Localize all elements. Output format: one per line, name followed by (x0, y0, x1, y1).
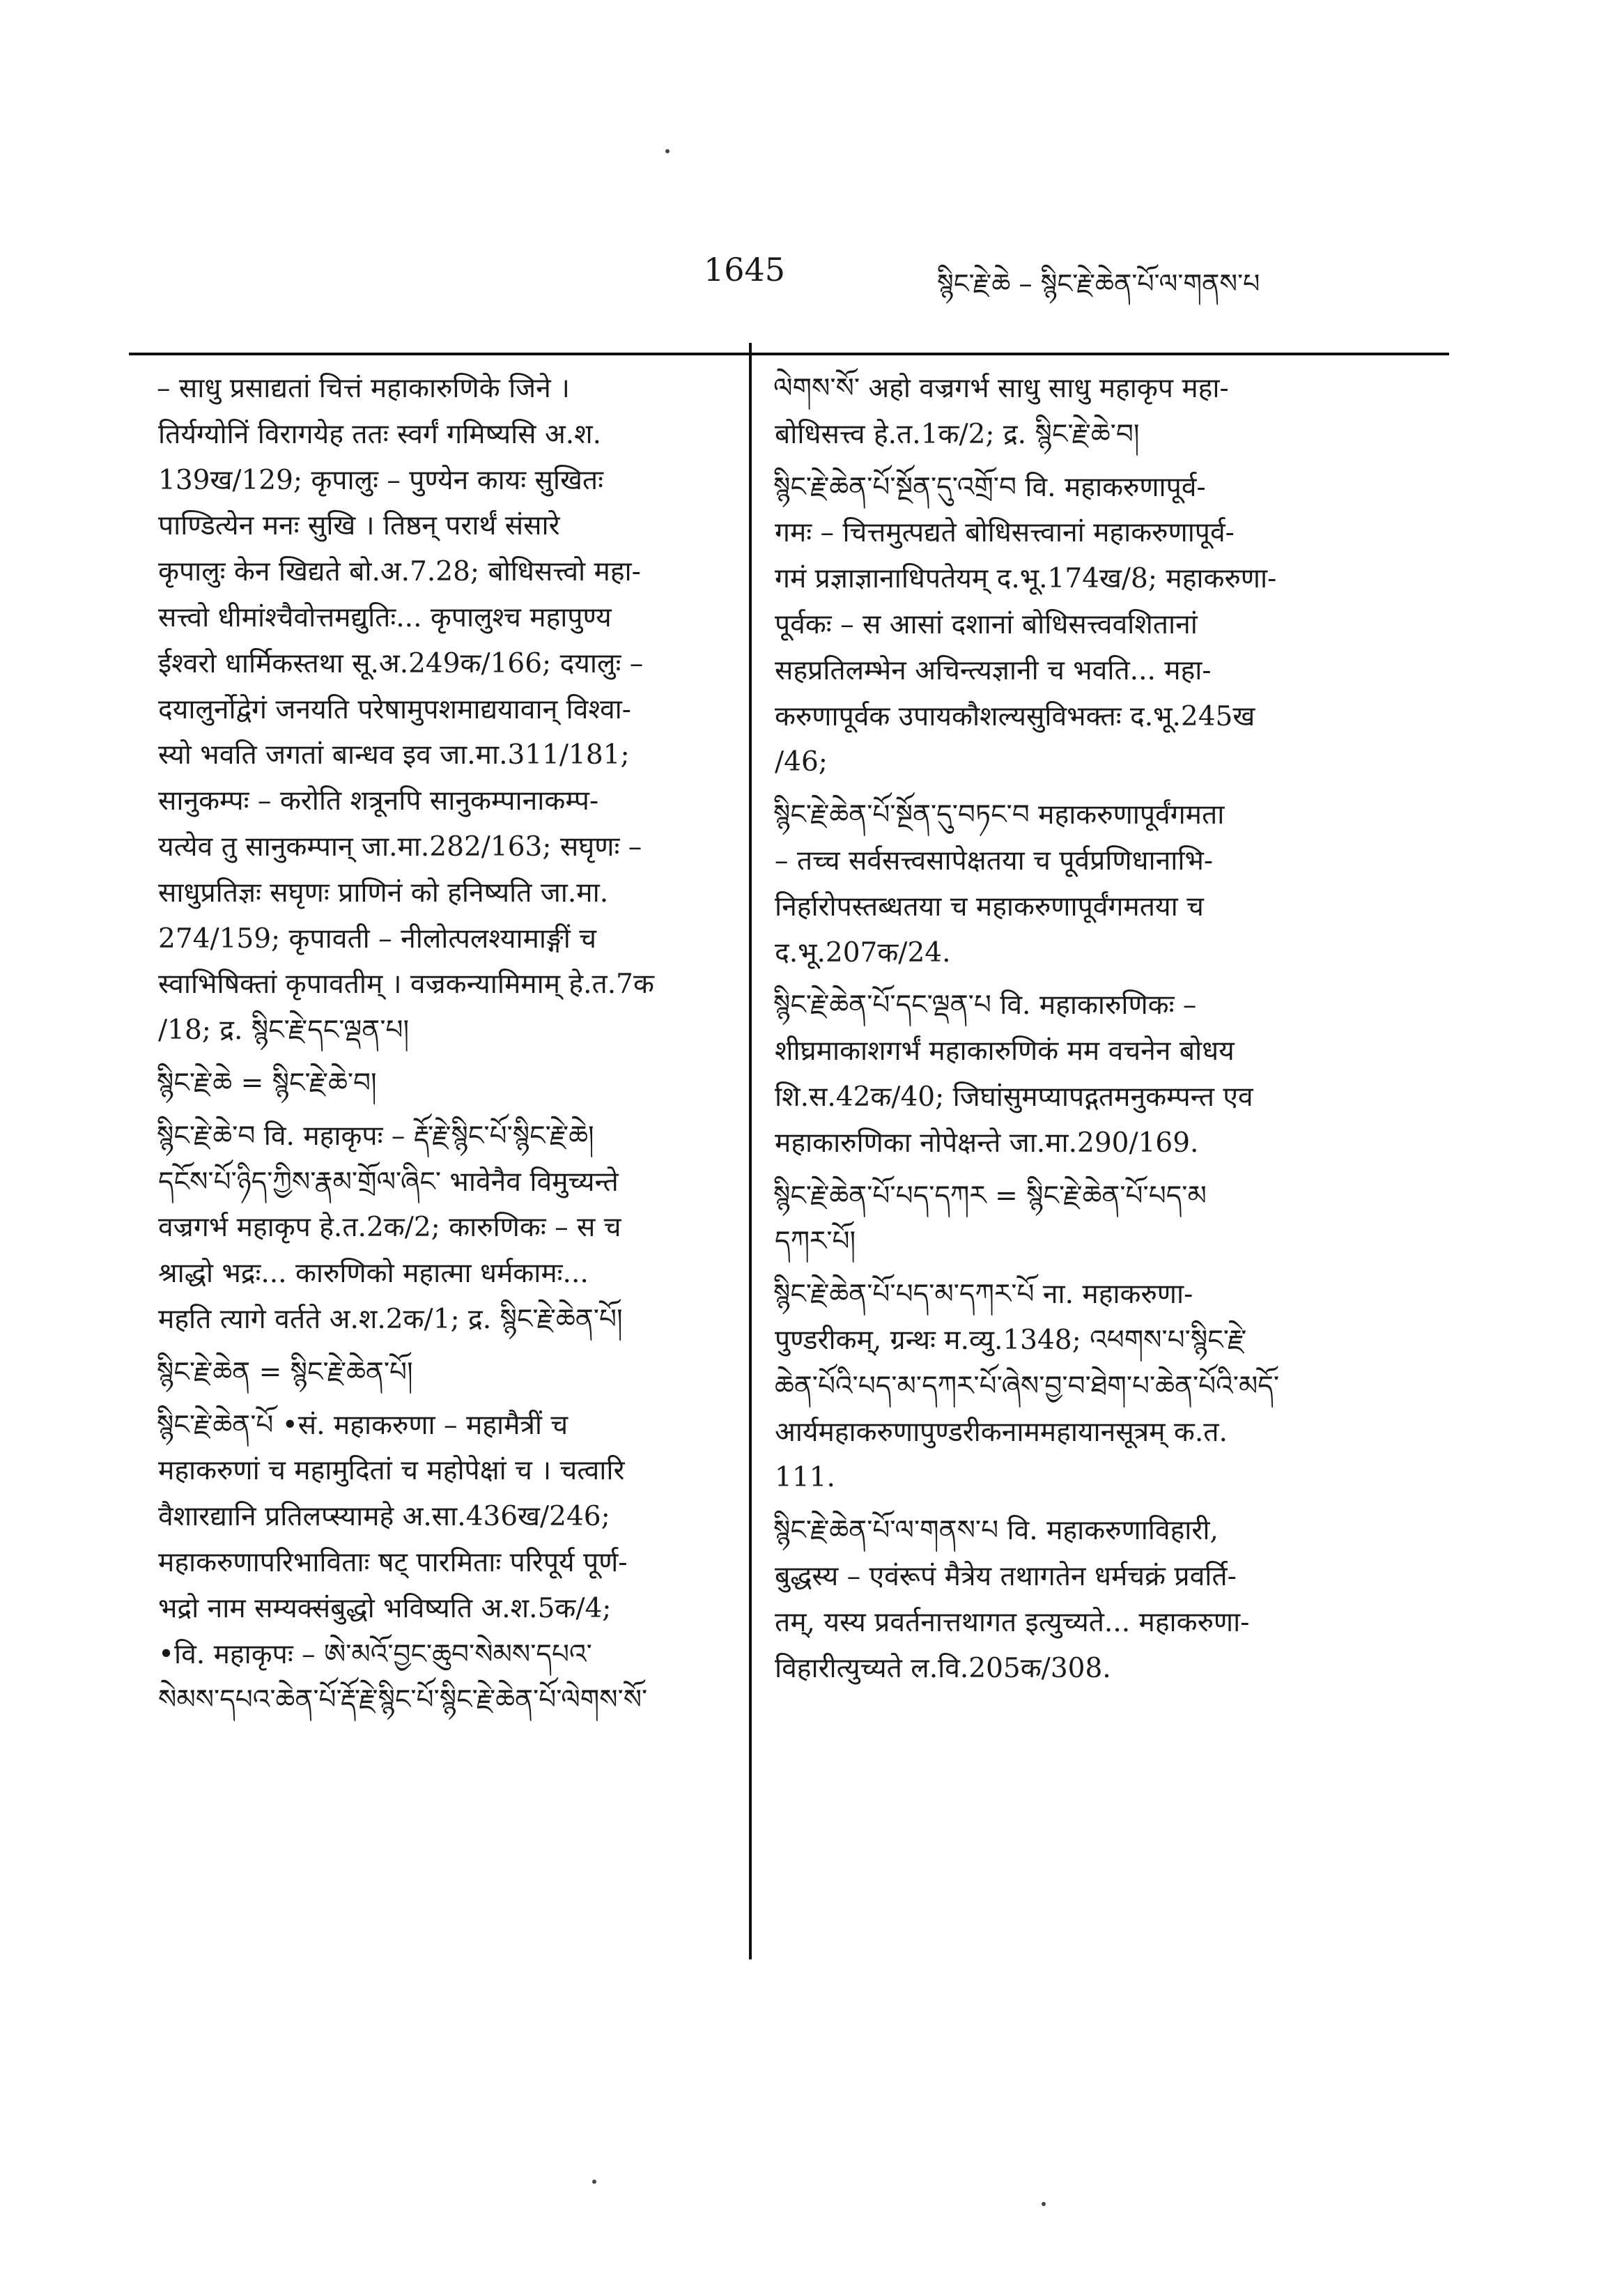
entry-text-line: बोधिसत्त्व हे.त.1क/2; द्र. སྙིང་རྗེ་ཆེ་བ། (775, 418, 1140, 450)
entry-text-line: སེམས་དཔའ་ཆེན་པོ་རྡོ་རྗེ་སྙིང་པོ་སྙིང་རྗེ་ཆེན་པོ་ལེགས་སོ་ (158, 1684, 648, 1716)
dictionary-entry (157, 1113, 721, 1343)
entry-text-line: वज्रगर्भ महाकृप हे.त.2क/2; कारुणिकः – स च (158, 1212, 621, 1244)
scan-speck (1042, 2202, 1046, 2206)
entry-text-line: शि.स.42क/40; जिघांसुमप्यापद्गतमनुकम्पन्त एव (775, 1081, 1253, 1113)
entry-text-line: – तच्च सर्वसत्त्वसापेक्षतया च पूर्वप्रणिधानाभि- (775, 845, 1214, 877)
entry-headword-line: སྙིང་རྗེ་ཆེ་བ वि. महाकृपः – རྡོ་རྗེ་སྙིང་པོ་སྙིང་རྗེ་ཆེ། (157, 1120, 594, 1152)
scan-speck (665, 149, 670, 153)
entry-text-line: 139ख/129; कृपालुः – पुण्येन कायः सुखितः (158, 464, 604, 496)
header-rule (129, 353, 1449, 355)
entry-text-line: पाण्डित्येन मनः सुखि । तिष्ठन् परार्थं संसारे (158, 510, 560, 542)
entry-text-line: वैशारद्यानि प्रतिलप्स्यामहे अ.सा.436ख/246; (158, 1501, 610, 1533)
running-head: སྙིང་རྗེ་ཆེ – སྙིང་རྗེ་ཆེན་པོ་ལ་གནས་པ (937, 268, 1260, 299)
dictionary-entry (157, 1061, 721, 1107)
entry-text-line: गमं प्रज्ञाज्ञानाधिपतेयम् द.भू.174ख/8; महाकरुणा- (775, 563, 1277, 595)
entry-text-line: स्वाभिषिक्तां कृपावतीम् । वज्रकन्यामिमाम् हे.त.7क (158, 969, 654, 1001)
entry-headword-line: – साधु प्रसाद्यतां चित्तं महाकारुणिके जिने । (157, 373, 570, 404)
entry-text-line: शीघ्रमाकाशगर्भं महाकारुणिकं मम वचनेन बोधय (775, 1035, 1235, 1068)
entry-text-line: महाकरुणापरिभाविताः षट् पारमिताः परिपूर्य पूर्ण- (158, 1546, 628, 1578)
dictionary-entry (773, 1173, 1386, 1265)
entry-text-line: पूर्वकः – स आसां दशानां बोधिसत्त्ववशितानां (775, 608, 1198, 640)
entry-text-line: स्यो भवति जगतां बान्धव इव जा.मा.311/181; (158, 739, 630, 771)
column-divider (749, 343, 752, 1959)
entry-text-line: पुण्डरीकम्, ग्रन्थः म.व्यु.1348; འཕགས་པ་སྙིང་རྗེ་ (775, 1324, 1247, 1356)
entry-text-line: भद्रो नाम सम्यक्संबुद्धो भविष्यति अ.श.5क/4; (158, 1592, 612, 1624)
entry-headword-line: སྙིང་རྗེ་ཆེན་པོ་སྔོན་དུ་བཏང་བ महाकरुणापूर्वंगमता (773, 799, 1225, 831)
right-column (773, 366, 1386, 1691)
entry-text-line: དཀར་པོ། (775, 1226, 856, 1258)
dictionary-entry (157, 1403, 721, 1724)
entry-text-line: दयालुर्नोद्वेगं जनयति परेषामुपशमाद्ययावान् विश्वा- (158, 693, 631, 725)
entry-headword-line: སྙིང་རྗེ་ཆེན་པོ་པད་དཀར = སྙིང་རྗེ་ཆེན་པོ་པད་མ (773, 1180, 1207, 1212)
entry-text-line: तिर्यग्योनिं विरागयेह ततः स्वर्गं गमिष्यसि अ.श. (158, 418, 602, 450)
entry-text-line: तम्, यस्य प्रवर्तनात्तथागत इत्युच्यते... महाकरुणा- (775, 1606, 1250, 1638)
entry-text-line: •वि. महाकृपः – ཨེ་མའོ་བྱང་ཆུབ་སེམས་དཔའ་ (158, 1638, 592, 1670)
entry-text-line: यत्येव तु सानुकम्पान् जा.मा.282/163; सघृणः – (158, 831, 642, 863)
dictionary-entry (773, 1508, 1386, 1691)
entry-headword-line: ལེགས་སོ་ अहो वज्रगर्भ साधु साधु महाकृप महा- (773, 373, 1229, 404)
entry-text-line: དངོས་པོ་ཉིད་ཀྱིས་རྣམ་གྲོལ་ཞིང་ भावेनैव विमुच्यन्ते (158, 1166, 619, 1198)
entry-headword-line: སྙིང་རྗེ་ཆེན་པོ་པད་མ་དཀར་པོ ना. महाकरुणा- (773, 1279, 1193, 1311)
entry-headword-line: སྙིང་རྗེ་ཆེ = སྙིང་རྗེ་ཆེ་བ། (157, 1067, 377, 1099)
dictionary-entry (773, 366, 1386, 458)
entry-headword-line: སྙིང་རྗེ་ཆེན་པོ •सं. महाकरुणा – महामैत्रीं च (157, 1409, 569, 1441)
entry-text-line: 274/159; कृपावती – नीलोत्पलश्यामाङ्गीं च (158, 923, 596, 955)
left-column (157, 366, 721, 1723)
entry-headword-line: སྙིང་རྗེ་ཆེན = སྙིང་རྗེ་ཆེན་པོ། (157, 1356, 413, 1388)
entry-text-line: कृपालुः केन खिद्यते बो.अ.7.28; बोधिसत्त्वो महा- (158, 556, 641, 588)
dictionary-entry (773, 1272, 1386, 1501)
page-number: 1645 (704, 251, 786, 288)
entry-text-line: द.भू.207क/24. (775, 937, 951, 969)
entry-text-line: सत्त्वो धीमांश्चैवोत्तमद्युतिः... कृपालुश्च महापुण्य (158, 601, 612, 633)
dictionary-entry (773, 465, 1386, 786)
entry-text-line: महाकरुणां च महामुदितां च महोपेक्षां च । चत्वारि (158, 1455, 625, 1487)
entry-text-line: सहप्रतिलम्भेन अचिन्त्यज्ञानी च भवति... महा- (775, 654, 1212, 686)
entry-text-line: ईश्वरो धार्मिकस्तथा सू.अ.249क/166; दयालुः – (158, 647, 644, 679)
entry-text-line: बुद्धस्य – एवंरूपं मैत्रेय तथागतेन धर्मचक्रं प्रवर्ति- (775, 1560, 1237, 1592)
entry-headword-line: སྙིང་རྗེ་ཆེན་པོ་ལ་གནས་པ वि. महाकरुणाविहारी, (773, 1515, 1219, 1547)
entry-text-line: सानुकम्पः – करोति शत्रूनपि सानुकम्पानाकम्प- (158, 785, 599, 817)
entry-text-line: 111. (775, 1462, 835, 1494)
entry-text-line: गमः – चित्तमुत्पद्यते बोधिसत्त्वानां महाकरुणापूर्व- (775, 517, 1235, 549)
entry-text-line: /18; द्र. སྙིང་རྗེ་དང་ལྡན་པ། (158, 1015, 410, 1047)
entry-text-line: निर्हारोपस्तब्धतया च महाकरुणापूर्वंगमतया च (775, 891, 1204, 923)
entry-text-line: विहारीत्युच्यते ल.वि.205क/308. (775, 1652, 1111, 1684)
entry-text-line: साधुप्रतिज्ञः सघृणः प्राणिनं को हनिष्यति जा.मा. (158, 877, 609, 909)
dictionary-entry (773, 982, 1386, 1166)
entry-text-line: महति त्यागे वर्तते अ.श.2क/1; द्र. སྙིང་རྗེ་ཆེན་པོ། (158, 1303, 623, 1335)
entry-headword-line: སྙིང་རྗེ་ཆེན་པོ་དང་ལྡན་པ वि. महाकारुणिकः – (773, 989, 1197, 1022)
entry-text-line: करुणापूर्वक उपायकौशल्यसुविभक्तः द.भू.245ख (775, 700, 1255, 732)
scan-speck (592, 2180, 596, 2184)
entry-text-line: श्राद्धो भद्रः... कारुणिको महात्मा धर्मकामः... (158, 1258, 589, 1290)
entry-text-line: आर्यमहाकरुणापुण्डरीकनाममहायानसूत्रम् क.त. (775, 1416, 1228, 1448)
entry-headword-line: སྙིང་རྗེ་ཆེན་པོ་སྔོན་དུ་འགྲོ་བ वि. महाकरुणापूर्व- (773, 471, 1206, 503)
entry-text-line: महाकारुणिका नोपेक्षन्ते जा.मा.290/169. (775, 1127, 1199, 1159)
dictionary-entry (773, 792, 1386, 976)
entry-text-line: ཆེན་པོའི་པད་མ་དཀར་པོ་ཞེས་བྱ་བ་ཐེག་པ་ཆེན་པོའི་མདོ་ (775, 1370, 1280, 1402)
entry-text-line: /46; (775, 746, 828, 778)
dictionary-entry (157, 1350, 721, 1396)
dictionary-entry (157, 366, 721, 1054)
